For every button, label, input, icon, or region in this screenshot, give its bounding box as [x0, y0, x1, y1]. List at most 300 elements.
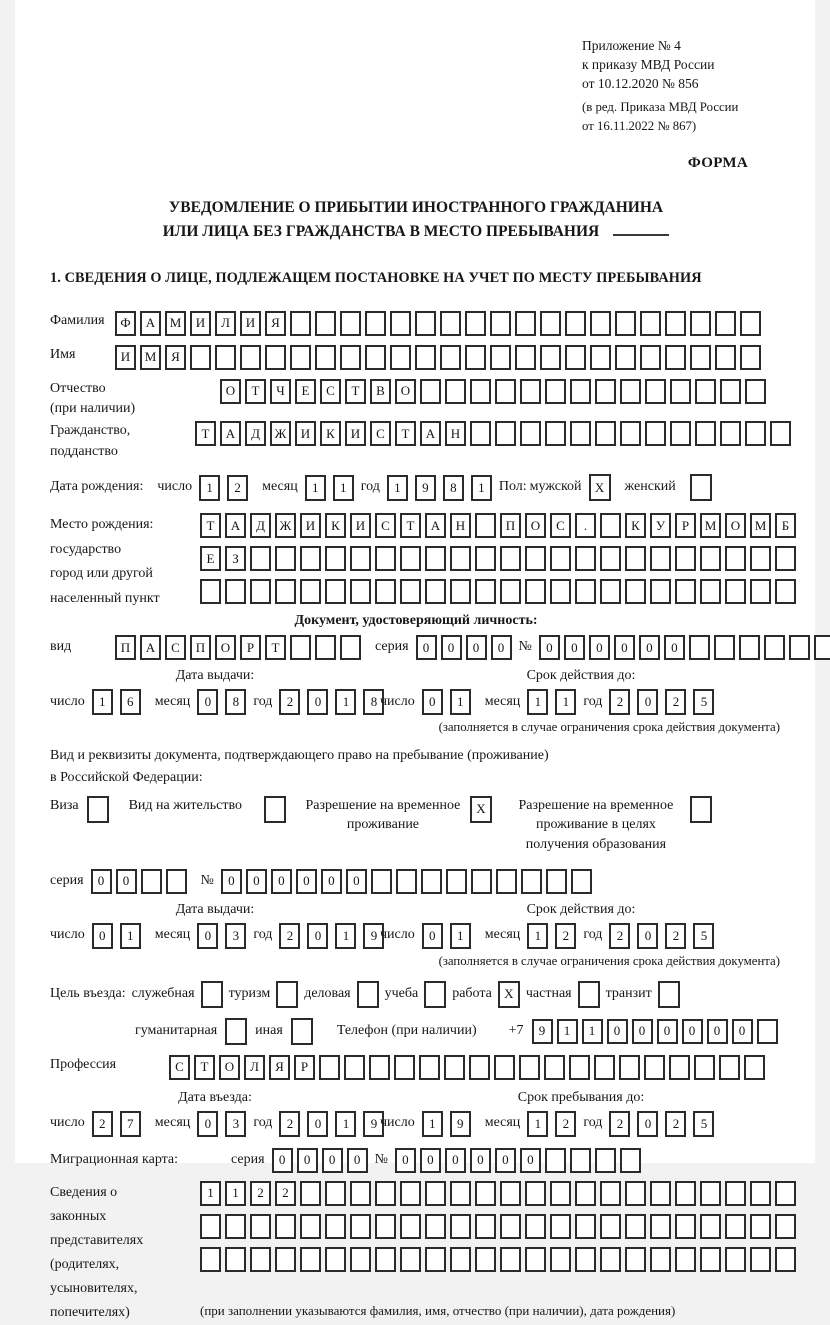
residence-permit-checkbox — [264, 796, 286, 823]
char-cell: 0 — [664, 635, 685, 660]
char-cell — [620, 1148, 641, 1173]
res-issue-month-boxes — [197, 923, 246, 949]
char-cell — [300, 1181, 321, 1206]
char-cell — [714, 635, 735, 660]
char-cell — [550, 579, 571, 604]
char-cell: К — [325, 513, 346, 538]
male-label: мужской — [529, 479, 582, 495]
char-cell — [470, 421, 491, 446]
char-cell — [396, 869, 417, 894]
char-cell: 0 — [346, 869, 367, 894]
char-cell — [675, 1181, 696, 1206]
char-cell: 0 — [197, 923, 218, 949]
id-issue-month-boxes — [197, 689, 246, 715]
char-cell — [425, 1181, 446, 1206]
char-cell — [225, 1018, 247, 1045]
char-cell: 0 — [347, 1148, 368, 1173]
order-date-line: от 10.12.2020 № 856 — [582, 76, 699, 92]
char-cell: X — [498, 981, 520, 1008]
char-cell — [300, 546, 321, 571]
char-cell — [490, 345, 511, 370]
id-number-sign: № — [518, 639, 532, 655]
char-cell — [620, 421, 641, 446]
char-cell: X — [470, 796, 492, 823]
char-cell — [315, 345, 336, 370]
year-label: год — [360, 479, 380, 495]
char-cell — [670, 421, 691, 446]
transit-checkbox — [658, 981, 680, 1008]
mig-series-boxes — [272, 1148, 368, 1173]
char-cell — [650, 1247, 671, 1272]
char-cell — [619, 1055, 640, 1080]
char-cell: 5 — [693, 689, 714, 715]
arrival-notification-form — [15, 0, 815, 1320]
char-cell: 9 — [532, 1019, 553, 1044]
purpose-label: Цель въезда: — [50, 985, 126, 1001]
char-cell: 1 — [471, 475, 492, 501]
char-cell — [525, 1214, 546, 1239]
char-cell — [225, 1214, 246, 1239]
char-cell — [290, 345, 311, 370]
char-cell — [775, 546, 796, 571]
char-cell — [565, 311, 586, 336]
char-cell — [315, 635, 336, 660]
char-cell: X — [589, 474, 611, 501]
char-cell — [725, 546, 746, 571]
char-cell — [725, 1214, 746, 1239]
char-cell — [550, 1247, 571, 1272]
char-cell — [325, 1181, 346, 1206]
birth-day-boxes — [199, 475, 248, 501]
private-checkbox — [578, 981, 600, 1008]
order-line: к приказу МВД России — [582, 57, 715, 73]
char-cell: 1 — [120, 923, 141, 949]
char-cell: 1 — [387, 475, 408, 501]
char-cell — [525, 579, 546, 604]
char-cell — [400, 1247, 421, 1272]
char-cell: С — [370, 421, 391, 446]
doc-type-boxes — [115, 635, 361, 660]
char-cell — [595, 421, 616, 446]
char-cell: Н — [450, 513, 471, 538]
char-cell: Я — [269, 1055, 290, 1080]
char-cell — [695, 379, 716, 404]
char-cell — [525, 1181, 546, 1206]
char-cell: 3 — [225, 923, 246, 949]
char-cell — [319, 1055, 340, 1080]
char-cell — [745, 421, 766, 446]
char-cell: Б — [775, 513, 796, 538]
char-cell — [675, 1247, 696, 1272]
sex-label: Пол: — [498, 479, 527, 495]
char-cell — [201, 981, 223, 1008]
char-cell: Т — [245, 379, 266, 404]
phone-row: гуманитарная иная Телефон (при наличии) +7 9 1 1 0 0 0 0 0 0 — [135, 1018, 782, 1045]
char-cell — [600, 1181, 621, 1206]
char-cell — [545, 421, 566, 446]
entry-date-col — [50, 1090, 380, 1137]
char-cell — [669, 1055, 690, 1080]
char-cell: 0 — [589, 635, 610, 660]
char-cell — [764, 635, 785, 660]
char-cell — [445, 379, 466, 404]
char-cell — [750, 546, 771, 571]
char-cell — [495, 421, 516, 446]
char-cell — [640, 311, 661, 336]
char-cell — [700, 579, 721, 604]
char-cell — [725, 1181, 746, 1206]
char-cell — [615, 345, 636, 370]
res-valid-day-boxes — [422, 923, 471, 949]
work-checkbox — [498, 981, 520, 1008]
char-cell — [450, 546, 471, 571]
char-cell — [715, 311, 736, 336]
entry-date-row: число 2 7 месяц 0 3 год 2 0 1 9 — [50, 1111, 380, 1137]
char-cell: А — [420, 421, 441, 446]
char-cell — [275, 1214, 296, 1239]
char-cell — [720, 379, 741, 404]
char-cell — [500, 1181, 521, 1206]
char-cell — [625, 546, 646, 571]
char-cell — [545, 1148, 566, 1173]
char-cell: 0 — [307, 923, 328, 949]
char-cell — [500, 1214, 521, 1239]
char-cell: 0 — [272, 1148, 293, 1173]
char-cell — [757, 1019, 778, 1044]
char-cell — [350, 1247, 371, 1272]
char-cell: 0 — [470, 1148, 491, 1173]
char-cell — [475, 579, 496, 604]
res-valid-col: Срок действия до: число 0 1 месяц 1 2 год 2 0 2 5 — [380, 902, 782, 949]
char-cell — [225, 579, 246, 604]
amendment-line-1: (в ред. Приказа МВД России — [582, 100, 739, 115]
char-cell — [770, 421, 791, 446]
char-cell: Д — [245, 421, 266, 446]
char-cell: 1 — [557, 1019, 578, 1044]
res-series-label: серия — [50, 872, 84, 888]
char-cell — [394, 1055, 415, 1080]
birth-month-boxes — [305, 475, 354, 501]
form-title — [50, 196, 782, 244]
char-cell: Ф — [115, 311, 136, 336]
char-cell — [690, 345, 711, 370]
char-cell — [390, 311, 411, 336]
entry-stay-dates — [50, 1090, 782, 1137]
char-cell — [419, 1055, 440, 1080]
char-cell — [350, 1214, 371, 1239]
char-cell — [750, 579, 771, 604]
char-cell — [250, 1214, 271, 1239]
char-cell: 1 — [450, 923, 471, 949]
guardians-note: (при заполнении указываются фамилия, имя, отчество (при наличии), дата рождения) — [200, 1303, 676, 1319]
char-cell — [578, 981, 600, 1008]
birthplace-rows — [200, 513, 796, 604]
char-cell — [215, 345, 236, 370]
char-cell — [814, 635, 830, 660]
stay-month-boxes — [527, 1111, 576, 1137]
char-cell — [600, 513, 621, 538]
char-cell — [500, 546, 521, 571]
char-cell: О — [215, 635, 236, 660]
char-cell — [725, 1247, 746, 1272]
char-cell: 8 — [225, 689, 246, 715]
char-cell — [300, 1247, 321, 1272]
guardians-row-2 — [200, 1214, 796, 1239]
char-cell — [550, 546, 571, 571]
char-cell: Н — [445, 421, 466, 446]
char-cell — [450, 1181, 471, 1206]
char-cell — [640, 345, 661, 370]
res-issue-day-boxes — [92, 923, 141, 949]
char-cell — [700, 1247, 721, 1272]
char-cell — [350, 1181, 371, 1206]
char-cell — [600, 579, 621, 604]
char-cell: 2 — [250, 1181, 271, 1206]
char-cell — [325, 1247, 346, 1272]
char-cell — [525, 1247, 546, 1272]
char-cell: 2 — [555, 923, 576, 949]
char-cell: 1 — [200, 1181, 221, 1206]
char-cell: 2 — [665, 1111, 686, 1137]
char-cell — [350, 546, 371, 571]
char-cell — [540, 311, 561, 336]
char-cell: Т — [400, 513, 421, 538]
mig-number-boxes — [395, 1148, 641, 1173]
char-cell: 0 — [221, 869, 242, 894]
migration-card-row: Миграционная карта: серия 0 0 0 0 № 0 0 0 0 0 0 — [50, 1148, 782, 1173]
char-cell — [520, 379, 541, 404]
char-cell: П — [190, 635, 211, 660]
char-cell: 0 — [296, 869, 317, 894]
char-cell: П — [500, 513, 521, 538]
char-cell — [545, 379, 566, 404]
migration-card-label: Миграционная карта: — [50, 1151, 179, 1167]
char-cell — [665, 345, 686, 370]
char-cell — [546, 869, 567, 894]
char-cell — [571, 869, 592, 894]
char-cell: 0 — [445, 1148, 466, 1173]
stay-year-boxes — [609, 1111, 714, 1137]
other-checkbox — [291, 1018, 313, 1045]
char-cell — [750, 1247, 771, 1272]
char-cell: 8 — [363, 689, 384, 715]
birthplace-row-1 — [200, 513, 796, 538]
char-cell: С — [169, 1055, 190, 1080]
char-cell — [365, 311, 386, 336]
char-cell — [340, 345, 361, 370]
char-cell: 0 — [395, 1148, 416, 1173]
char-cell — [575, 1247, 596, 1272]
char-cell — [719, 1055, 740, 1080]
char-cell: П — [115, 635, 136, 660]
char-cell — [496, 869, 517, 894]
char-cell — [200, 1214, 221, 1239]
char-cell — [250, 1247, 271, 1272]
form-label: ФОРМА — [687, 154, 748, 171]
char-cell — [675, 546, 696, 571]
char-cell — [250, 546, 271, 571]
char-cell — [789, 635, 810, 660]
char-cell — [357, 981, 379, 1008]
char-cell: 0 — [682, 1019, 703, 1044]
char-cell — [425, 1214, 446, 1239]
id-doc-dates — [50, 668, 782, 715]
citizenship-row — [50, 421, 782, 462]
visa-checkbox — [87, 796, 109, 823]
char-cell: Е — [295, 379, 316, 404]
id-doc-row — [50, 635, 782, 660]
char-cell — [240, 345, 261, 370]
char-cell — [575, 1181, 596, 1206]
char-cell: 0 — [91, 869, 112, 894]
char-cell — [465, 311, 486, 336]
char-cell — [575, 546, 596, 571]
guardians-row-3 — [200, 1247, 796, 1272]
entry-year-boxes — [279, 1111, 384, 1137]
char-cell: К — [320, 421, 341, 446]
char-cell — [570, 421, 591, 446]
char-cell — [275, 1247, 296, 1272]
temp-residence-label: Разрешение на временное проживание — [305, 797, 461, 833]
char-cell: 1 — [335, 923, 356, 949]
char-cell — [520, 421, 541, 446]
char-cell: 0 — [92, 923, 113, 949]
char-cell: И — [300, 513, 321, 538]
birthplace-block — [50, 513, 790, 611]
given-name-label: Имя — [50, 346, 76, 362]
char-cell — [570, 379, 591, 404]
temp-residence-edu-option — [510, 796, 712, 855]
char-cell: Е — [200, 546, 221, 571]
res-valid-date-row: число 0 1 месяц 1 2 год 2 0 2 5 — [380, 923, 782, 949]
char-cell — [375, 1247, 396, 1272]
guardians-row-1 — [200, 1181, 796, 1206]
char-cell: М — [700, 513, 721, 538]
char-cell: Я — [165, 345, 186, 370]
char-cell — [700, 546, 721, 571]
char-cell: 0 — [607, 1019, 628, 1044]
char-cell: 7 — [120, 1111, 141, 1137]
char-cell: К — [625, 513, 646, 538]
char-cell: С — [320, 379, 341, 404]
res-number-sign: № — [200, 872, 214, 888]
profession-label: Профессия — [50, 1056, 117, 1072]
birth-date-label: Дата рождения: — [50, 479, 144, 495]
char-cell: Т — [265, 635, 286, 660]
temp-residence-edu-label: Разрешение на временное проживание в целях получения образования — [518, 797, 674, 852]
visa-label: Виза — [50, 797, 79, 813]
day-label: число — [157, 479, 193, 495]
res-validity-note: (заполняется в случае ограничения срока действия документа) — [438, 953, 780, 968]
business-checkbox — [357, 981, 379, 1008]
char-cell: 0 — [539, 635, 560, 660]
char-cell — [400, 546, 421, 571]
char-cell — [350, 579, 371, 604]
char-cell — [550, 1181, 571, 1206]
char-cell: А — [220, 421, 241, 446]
char-cell: Ч — [270, 379, 291, 404]
id-series-boxes — [416, 635, 512, 660]
birth-year-boxes — [387, 475, 492, 501]
char-cell: И — [345, 421, 366, 446]
char-cell — [495, 379, 516, 404]
char-cell: 0 — [420, 1148, 441, 1173]
char-cell — [415, 311, 436, 336]
id-valid-col — [380, 668, 782, 715]
char-cell — [365, 345, 386, 370]
char-cell — [475, 1247, 496, 1272]
char-cell — [450, 1247, 471, 1272]
char-cell: 0 — [732, 1019, 753, 1044]
section1-heading: 1. СВЕДЕНИЯ О ЛИЦЕ, ПОДЛЕЖАЩЕМ ПОСТАНОВКЕ НА УЧЕТ ПО МЕСТУ ПРЕБЫВАНИЯ — [50, 269, 702, 286]
char-cell — [424, 981, 446, 1008]
char-cell: 1 — [582, 1019, 603, 1044]
char-cell: У — [650, 513, 671, 538]
char-cell: И — [190, 311, 211, 336]
char-cell — [515, 311, 536, 336]
char-cell — [715, 345, 736, 370]
char-cell: 2 — [609, 923, 630, 949]
char-cell: О — [395, 379, 416, 404]
valid-until-heading: Срок действия до: — [526, 668, 636, 683]
char-cell — [425, 1247, 446, 1272]
char-cell — [645, 421, 666, 446]
male-checkbox — [589, 474, 611, 501]
amendment-line-2: от 16.11.2022 № 867) — [582, 118, 697, 133]
char-cell: 0 — [197, 689, 218, 715]
char-cell — [300, 1214, 321, 1239]
char-cell: М — [750, 513, 771, 538]
char-cell — [275, 579, 296, 604]
char-cell: 0 — [271, 869, 292, 894]
char-cell — [689, 635, 710, 660]
char-cell — [470, 379, 491, 404]
char-cell: 0 — [422, 923, 443, 949]
issue-date-heading: Дата выдачи: — [175, 668, 255, 683]
temp-residence-edu-checkbox — [690, 796, 712, 823]
char-cell — [375, 546, 396, 571]
char-cell — [166, 869, 187, 894]
char-cell — [340, 635, 361, 660]
char-cell: 2 — [227, 475, 248, 501]
char-cell — [87, 796, 109, 823]
char-cell — [725, 579, 746, 604]
char-cell — [200, 579, 221, 604]
char-cell — [400, 1181, 421, 1206]
char-cell — [600, 546, 621, 571]
residence-doc-checkboxes — [50, 796, 782, 855]
char-cell — [720, 421, 741, 446]
char-cell — [340, 311, 361, 336]
char-cell — [658, 981, 680, 1008]
char-cell: 9 — [363, 923, 384, 949]
char-cell: 1 — [527, 689, 548, 715]
char-cell: 0 — [422, 689, 443, 715]
char-cell: 2 — [665, 689, 686, 715]
char-cell — [694, 1055, 715, 1080]
entry-month-boxes — [197, 1111, 246, 1137]
char-cell — [690, 796, 712, 823]
char-cell — [644, 1055, 665, 1080]
char-cell — [375, 1181, 396, 1206]
id-valid-month-boxes — [527, 689, 576, 715]
char-cell — [425, 579, 446, 604]
char-cell: Р — [675, 513, 696, 538]
char-cell — [500, 579, 521, 604]
id-validity-note: (заполняется в случае ограничения срока действия документа) — [438, 720, 780, 734]
char-cell: Д — [250, 513, 271, 538]
given-name-row — [50, 345, 782, 370]
